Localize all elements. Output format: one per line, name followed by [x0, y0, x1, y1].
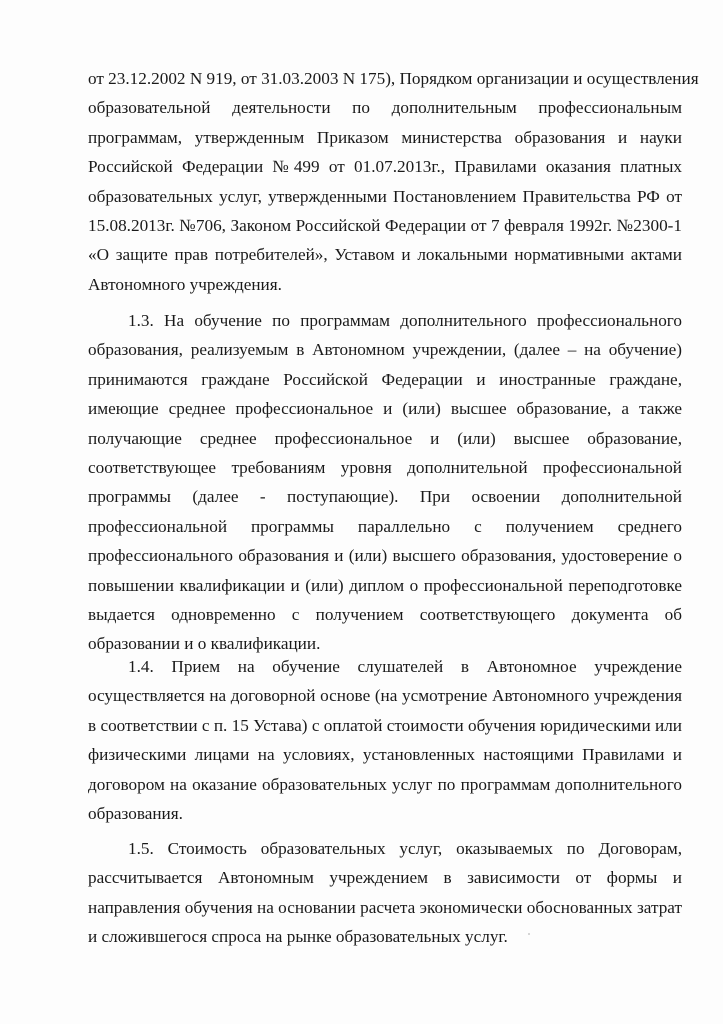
paragraph-line: в соответствии с п. 15 Устава) с оплатой стоимости обучения юридическими или	[88, 715, 682, 735]
paragraph-line: 15.08.2013г. №706, Законом Российской Федерации от 7 февраля 1992г. №2300-1	[88, 215, 682, 235]
paragraph-line: договором на оказание образовательных услуг по программам дополнительного	[88, 774, 682, 794]
paragraph-line: программам, утвержденным Приказом министерства образования и науки	[88, 127, 682, 147]
paragraph-line: и сложившегося спроса на рынке образовательных услуг.	[88, 927, 508, 947]
paragraph-line: осуществляется на договорной основе (на усмотрение Автономного учреждения	[88, 686, 682, 706]
paragraph-line: 1.5. Стоимость образовательных услуг, оказываемых по Договорам,	[128, 839, 682, 858]
paragraph-line: от 23.12.2002 N 919, от 31.03.2003 N 175), Порядком организации и осуществления	[88, 69, 699, 88]
paragraph-line: «О защите прав потребителей», Уставом и локальными нормативными актами	[88, 245, 682, 265]
paragraph-line: повышении квалификации и (или) диплом о профессиональной переподготовке	[88, 575, 682, 595]
paragraph-line: образовании и о квалификации.	[88, 634, 321, 654]
paragraph-line: имеющие среднее профессиональное и (или) высшее образование, а также	[88, 399, 682, 419]
scan-speck	[528, 933, 530, 935]
intro-paragraph	[88, 64, 699, 299]
section-1-3-paragraph	[88, 306, 682, 659]
paragraph-line: рассчитывается Автономным учреждением в зависимости от формы и	[88, 868, 682, 888]
section-1-5-paragraph	[88, 834, 682, 952]
paragraph-line: образования.	[88, 803, 183, 823]
paragraph-line: 1.4. Прием на обучение слушателей в Автономное учреждение	[128, 657, 682, 676]
paragraph-line: соответствующее требованиям уровня дополнительной профессиональной	[88, 457, 682, 477]
paragraph-line: выдается одновременно с получением соответствующего документа об	[88, 604, 682, 624]
paragraph-line: 1.3. На обучение по программам дополнительного профессионального	[128, 311, 682, 330]
paragraph-line: Российской Федерации №499 от 01.07.2013г., Правилами оказания платных	[88, 157, 682, 177]
paragraph-line: получающие среднее профессиональное и (или) высшее образование,	[88, 428, 682, 448]
section-1-4-paragraph	[88, 652, 682, 828]
paragraph-line: направления обучения на основании расчета экономически обоснованных затрат	[88, 897, 682, 917]
paragraph-line: физическими лицами на условиях, установленных настоящими Правилами и	[88, 745, 682, 765]
paragraph-line: профессионального образования и (или) высшего образования, удостоверение о	[88, 546, 682, 566]
paragraph-line: Автономного учреждения.	[88, 274, 282, 294]
paragraph-line: принимаются граждане Российской Федерации и иностранные граждане,	[88, 369, 682, 389]
paragraph-line: образования, реализуемым в Автономном учреждении, (далее – на обучение)	[88, 340, 682, 360]
paragraph-line: программы (далее - поступающие). При освоении дополнительной	[88, 487, 682, 507]
paragraph-line: образовательных услуг, утвержденными Постановлением Правительства РФ от	[88, 186, 682, 206]
paragraph-line: профессиональной программы параллельно с получением среднего	[88, 516, 682, 536]
paragraph-line: образовательной деятельности по дополнительным профессиональным	[88, 98, 682, 118]
